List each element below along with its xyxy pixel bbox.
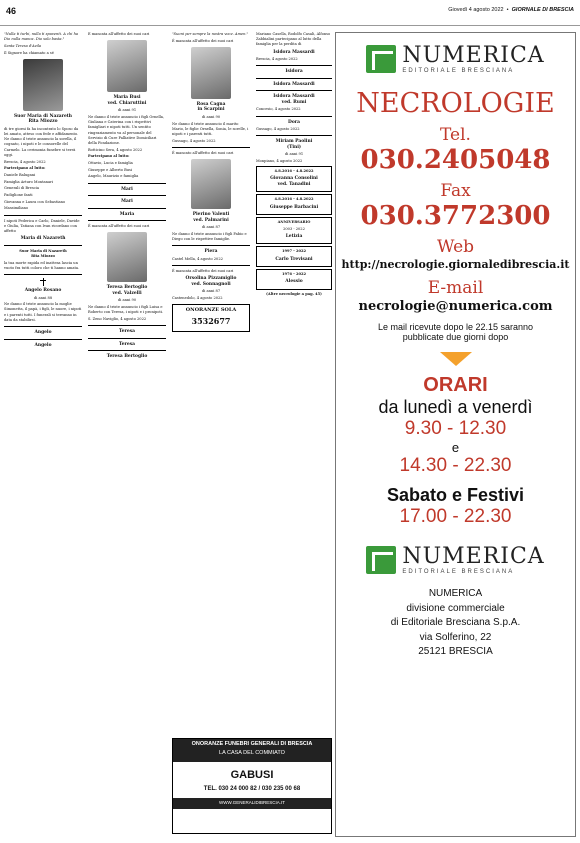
- ad-phones: TEL. 030 24 000 82 / 030 235 00 68: [203, 786, 301, 793]
- divider: [4, 215, 82, 216]
- logo-subtext: EDITORIALE BRESCIANA: [402, 68, 515, 74]
- deceased-name-8: Teresa Bertoglio: [106, 354, 148, 360]
- necrologie-ad: [335, 32, 576, 837]
- deceased-name: Suor Maria di Nazareth Rita Miozzo: [14, 113, 72, 125]
- deceased-age-5: di anni 90: [117, 298, 137, 303]
- poem-author: Santa Teresa d'Avila: [4, 43, 42, 48]
- notice-body: Ne danno il triste annuncio i figli Ornella, Giuliana e Caterina con i rispettivi famigliari e nipoti tutti. Un sentito ringraziamento va al personale del Servizio di Cure Palliative Domiciliari della Fondazione.: [88, 114, 165, 145]
- morning-hours: 9.30 - 12.30: [404, 418, 507, 439]
- anniversary-name: Alessio: [285, 279, 303, 285]
- footer-line-5: 25121 BRESCIA: [418, 646, 493, 657]
- deceased-name-7: Teresa: [119, 341, 135, 347]
- cross-icon: [40, 278, 46, 286]
- weekday-label: da lunedì a venerdì: [378, 397, 533, 417]
- deceased-name-3: Isidora Massardi: [273, 81, 315, 87]
- intro-3: È mancata all'affetto dei suoi cari: [172, 268, 234, 273]
- anniversary-date: 2003 - 2022: [283, 226, 305, 231]
- column-2: [88, 32, 166, 837]
- notice-1: Mariano Casella, Rodolfo Casali, Alfonso Zabbialini partecipano al lutto della famiglia per la perdita di: [256, 32, 331, 47]
- more-notices: (Altre necrologie a pag. 45): [266, 291, 322, 296]
- tel-label: Tel.: [440, 125, 471, 145]
- anniversary-title: ANNIVERSARIO: [277, 220, 311, 225]
- partecipano-4: Padiglione fanti: [4, 193, 33, 198]
- column-4: [256, 32, 332, 732]
- anniversary-date: 1976 - 2022: [282, 272, 306, 277]
- notice-body-5: Ne danno il triste annuncio i figli Luisa e Roberto con Teresa, i nipoti e i pronipoti.: [88, 305, 164, 315]
- web-label: Web: [436, 237, 475, 257]
- woman-photo: [191, 47, 231, 99]
- deceased-name-2: Isidora: [285, 69, 303, 75]
- divider: [256, 90, 332, 91]
- deceased-name-2: Mari: [121, 186, 133, 192]
- numerica-logo-icon: [366, 45, 396, 73]
- ad-subtitle: LA CASA DEL COMMIATO: [219, 750, 285, 757]
- anniversary-name: Letizia: [285, 233, 303, 239]
- anniversary-date: 4.8.2016 - 4.8.2022: [274, 169, 314, 174]
- email-label: E-mail: [427, 278, 484, 298]
- divider: [172, 265, 250, 266]
- and-text: e: [451, 440, 460, 455]
- notice-body-2: Ne danno il triste annuncio i figli Fabio e Diego con le rispettive famiglie.: [172, 231, 247, 242]
- email-note: Le mail ricevute dopo le 22.15 saranno pubblicate due giorni dopo: [377, 322, 534, 342]
- ad-web: WWW.GENERALIDIBRESCIA.IT: [173, 798, 331, 809]
- notice-date-6: Monpiano, 4 agosto 2022: [256, 158, 303, 163]
- notice-2: I nipoti Federica e Carlo, Daniele, Davide e Giulia, Tatiana con Ivan ricordano con affetto: [4, 218, 80, 234]
- divider: [4, 326, 82, 327]
- notice-3-body: la tua morte rapida ed inattesa lascia un vuoto fra tutti coloro che ti hanno amata.: [4, 260, 80, 270]
- funeral-home-ad: [172, 304, 250, 332]
- divider: [88, 220, 166, 221]
- divider: [4, 245, 82, 246]
- notice-date-3: Castel Mella, 4 agosto 2022: [172, 256, 223, 261]
- divider: [88, 325, 166, 326]
- deceased-name: Rosa Cagna in Scarpini: [196, 101, 226, 113]
- deceased-name-1: Isidora Massardi: [273, 49, 315, 55]
- deceased-name-3: Angelo Rosano: [24, 288, 62, 294]
- anniversary-date: 4.8.2016 - 4.8.2022: [274, 197, 314, 202]
- woman-photo: [107, 40, 147, 92]
- paper-name: GIORNALE DI BRESCIA: [511, 7, 574, 13]
- ad-title: NECROLOGIE: [356, 88, 555, 119]
- anniversary-4: [256, 246, 332, 267]
- partecipano-1: Daniele Balugani: [4, 172, 36, 177]
- footer-line-2: divisione commerciale: [406, 602, 505, 614]
- divider: [256, 65, 332, 66]
- deceased-name-6: Miriam Paolini (Tini): [275, 139, 313, 150]
- deceased-name-2: Pierino Valenti ved. Palmarini: [192, 212, 230, 223]
- notice-date-4: Castenedolo, 4 agosto 2022: [172, 295, 223, 300]
- deceased-age: di anni 91: [117, 108, 137, 113]
- footer-line-3: di Editoriale Bresciana S.p.A.: [390, 617, 521, 628]
- divider: [256, 78, 332, 79]
- bottom-funeral-ad: [172, 738, 332, 834]
- deceased-name: Maria Busi ved. Chiaruttini: [107, 95, 147, 106]
- down-arrow-icon: [440, 352, 472, 366]
- deceased-age-6: di anni 91: [284, 152, 304, 157]
- partecipano-2: Famiglia Arturo Montanari: [4, 179, 53, 184]
- divider: [256, 116, 332, 117]
- notice-date: Botticino Sera, 4 agosto 2022: [88, 147, 143, 152]
- notice-date: Brescia, 4 agosto 2022: [4, 159, 46, 164]
- partecipano-title: Partecipano al lutto:: [88, 154, 130, 159]
- logo-text: NUMERICA: [402, 544, 545, 569]
- divider: [256, 135, 332, 136]
- intro: Il Signore ha chiamato a sé: [4, 50, 54, 55]
- anniversary-5: [256, 269, 332, 290]
- notice-date-5: Gussago, 4 agosto 2022: [256, 127, 300, 132]
- ad-footer: [336, 587, 575, 660]
- poem: "Nulla ti turbi, nulla ti spaventi. A chi ha Dio nulla manca. Dio solo basta.": [4, 32, 79, 42]
- deceased-age: di anni 90: [201, 114, 221, 119]
- deceased-name-4: Angelo: [34, 330, 52, 336]
- logo-subtext: EDITORIALE BRESCIANA: [402, 569, 515, 575]
- divider: [4, 339, 82, 340]
- column-1: [4, 32, 82, 837]
- notice-body: di tre giorni fa ha incontrato lo Sposo da lei amato, atteso con fede e affidamento. Ne danno il triste annuncio la sorella, il cognato, i nipoti e le consorelle del Carmelo. La cerimonia funebre si terrà oggi.: [4, 126, 79, 157]
- divider: [88, 350, 166, 351]
- ad-title: ONORANZE FUNEBRI GENERALI DI BRESCIA: [191, 741, 313, 747]
- ad-brand: GABUSI: [230, 768, 274, 781]
- page-number: 46: [6, 6, 17, 16]
- column-3: [172, 32, 250, 732]
- page-header: [0, 0, 580, 26]
- deceased-name-5: Dora: [288, 119, 300, 125]
- nun-photo: [23, 59, 63, 111]
- anniversary-date: 1997 - 2022: [282, 249, 306, 254]
- header-date: Giovedì 4 agosto 2022 • GIORNALE DI BRESCIA: [448, 7, 574, 13]
- woman-photo-2: [107, 232, 147, 282]
- divider: [172, 147, 250, 148]
- hours-title: ORARI: [423, 374, 488, 396]
- notice-3-title: Suor Maria di Nazareth Rita Miozzo: [19, 248, 67, 258]
- numerica-logo-2: [336, 544, 575, 575]
- deceased-name-6: Teresa: [119, 329, 135, 335]
- footer-line-1: NUMERICA: [428, 588, 483, 599]
- deceased-age-2: di anni 87: [201, 225, 221, 230]
- web-url[interactable]: http://necrologie.giornaledibrescia.it: [341, 258, 570, 271]
- intro: È mancata all'affetto dei suoi cari: [172, 38, 234, 43]
- weekend-label: Sabato e Festivi: [386, 485, 525, 505]
- notice-body-3: Ne danno il triste annuncio la moglie Simonetta, il papà, i figli, le nuore, i nipoti e i parenti tutti. I funerali si terranno in data da stabilirsi.: [4, 302, 82, 322]
- anniversary-3: [256, 217, 332, 244]
- deceased-name-3: Mari: [121, 199, 133, 205]
- partecipano-2: Giuseppe e Alberto Busi: [88, 167, 133, 172]
- intro-2: È mancata all'affetto dei suoi cari: [88, 224, 150, 229]
- ad-name: ONORANZE SOLA: [185, 307, 237, 314]
- partecipano-5: Giovanna e Laura con Sebastiano: [4, 199, 66, 204]
- divider: [88, 183, 166, 184]
- weekend-hours: 17.00 - 22.30: [399, 506, 512, 527]
- fax-number: 030.3772300: [360, 201, 551, 231]
- notice-date-4: Concesio, 4 agosto 2022: [256, 107, 301, 112]
- obituaries-page: [4, 32, 576, 837]
- intro: È mancata all'affetto dei suoi cari: [88, 32, 150, 36]
- divider: [4, 274, 82, 275]
- man-photo: [191, 159, 231, 209]
- anniversary-name: Giovanna Consolini ved. Tanadini: [270, 176, 318, 187]
- notice-date-5: S. Zeno Naviglio, 4 agosto 2022: [88, 316, 147, 321]
- footer-line-4: via Solferino, 22: [419, 631, 492, 643]
- intro-2: È mancato all'affetto dei suoi cari: [172, 150, 234, 155]
- deceased-age-4: di anni 87: [201, 289, 221, 294]
- tel-number: 030.2405048: [360, 145, 551, 175]
- ad-banner: [173, 739, 331, 762]
- logo-text: NUMERICA: [402, 43, 545, 68]
- notice-date-1: Brescia, 4 agosto 2022: [256, 57, 298, 62]
- deceased-name-3: Piera: [204, 249, 218, 255]
- partecipano-3: Generali di Brescia: [4, 186, 39, 191]
- deceased-name-5: Angelo: [34, 342, 52, 348]
- afternoon-hours: 14.30 - 22.30: [399, 455, 512, 476]
- partecipano-3: Angelo, Maurizio e famiglia: [88, 174, 139, 179]
- fax-label: Fax: [440, 181, 471, 201]
- anniversary-name: Giuseppe Barbacini: [269, 204, 319, 210]
- poem: "Suoni per sempre la nostra voce. Amen.": [172, 32, 249, 36]
- divider: [88, 338, 166, 339]
- deceased-age-3: di anni 88: [33, 295, 53, 300]
- date-text: Giovedì 4 agosto 2022: [448, 7, 504, 13]
- numerica-logo-icon: [366, 546, 396, 574]
- deceased-name-4: Maria: [119, 211, 135, 217]
- deceased-name-4: Orsolina Pizzamiglio ved. Sonnagnoli: [185, 276, 237, 287]
- email-address[interactable]: necrologie@numerica.com: [358, 299, 553, 314]
- deceased-name-2: Maria di Nazareth: [20, 236, 66, 242]
- ad-phone: 3532677: [191, 315, 231, 326]
- divider: [88, 208, 166, 209]
- anniversary-name: Carlo Trevisani: [275, 256, 313, 262]
- deceased-name-4: Isidora Massardi ved. Rumi: [273, 94, 315, 105]
- deceased-name-5: Teresa Bertoglio ved. Valzelli: [106, 285, 148, 296]
- partecipano-1: Ottavio, Lucia e famiglia: [88, 161, 133, 166]
- divider: [172, 245, 250, 246]
- anniversary-2: [256, 194, 332, 215]
- divider: [88, 195, 166, 196]
- anniversary-1: [256, 166, 332, 192]
- notice-date: Gussago, 4 agosto 2022: [172, 138, 216, 143]
- numerica-logo: [336, 43, 575, 74]
- partecipano-title: Partecipano al lutto:: [4, 166, 46, 171]
- partecipano-6: Massimiliano: [4, 206, 29, 211]
- notice-body: Ne danno il triste annuncio il marito Mario, le figlie Ornella, Sonia, le sorelle, i nipoti e i parenti tutti.: [172, 121, 249, 137]
